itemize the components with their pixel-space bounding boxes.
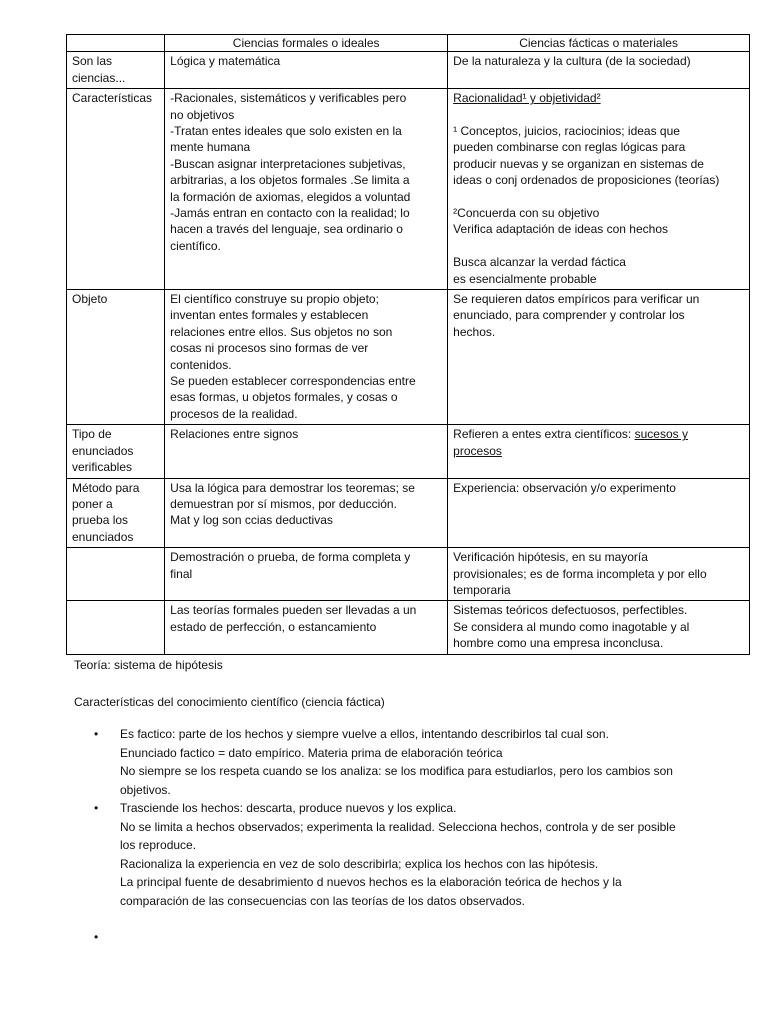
row-label-line: prueba los — [72, 513, 129, 528]
table-row — [67, 425, 750, 478]
bullet-line: No se limita a hechos observados; experimenta la realidad. Selecciona hechos, controla y de ser posible — [120, 819, 676, 834]
factual-cell-line: enunciado, para comprender y controlar los — [453, 308, 685, 323]
formal-cell-line: Lógica y matemática — [170, 54, 281, 69]
formal-cell-line: esas formas, u objetos formales, y cosas o — [170, 390, 398, 405]
factual-cell-line: es esencialmente probable — [453, 271, 597, 286]
factual-cell-line: ideas o conj ordenados de proposiciones (teorías) — [453, 173, 720, 188]
row-label-cell — [67, 548, 165, 601]
bullet-line: Trasciende los hechos: descarta, produce nuevos y los explica. — [120, 801, 457, 815]
factual-cell-line: De la naturaleza y la cultura (de la sociedad) — [453, 54, 691, 69]
factual-cell-line: Verifica adaptación de ideas con hechos — [453, 222, 668, 237]
formal-cell — [165, 290, 448, 425]
formal-cell — [165, 601, 448, 654]
factual-cell-line: ²Concuerda con su objetivo — [453, 206, 600, 221]
formal-cell-line: Las teorías formales pueden ser llevadas a un — [170, 603, 417, 618]
header-empty — [67, 35, 165, 52]
factual-cell — [448, 89, 750, 290]
bullet-line: Racionaliza la experiencia en vez de solo describirla; explica los hechos con las hipótesis. — [120, 856, 599, 871]
formal-cell-line: Usa la lógica para demostrar los teoremas; se — [170, 480, 415, 495]
row-label-line: Son las — [72, 54, 113, 69]
table-row — [67, 478, 750, 548]
formal-cell-line: -Buscan asignar interpretaciones subjetivas, — [170, 156, 406, 171]
row-label-line: enunciados — [72, 443, 134, 458]
bullet-line: Enunciado factico = dato empírico. Materia prima de elaboración teórica — [120, 745, 503, 760]
factual-cell-line: Sistemas teóricos defectuosos, perfectibles. — [453, 603, 688, 618]
formal-cell-line: demuestran por sí mismos, por deducción. — [170, 496, 397, 511]
row-label-cell — [67, 425, 165, 478]
formal-cell-line: cosas ni procesos sino formas de ver — [170, 341, 369, 356]
factual-cell-line — [453, 426, 744, 442]
factual-cell-line: Busca alcanzar la verdad fáctica — [453, 255, 626, 270]
factual-cell-line: Experiencia: observación y/o experimento — [453, 480, 676, 495]
factual-cell — [448, 52, 750, 89]
formal-cell-line: Demostración o prueba, de forma completa y — [170, 550, 411, 565]
factual-cell-line: Racionalidad¹ y objetividad² — [453, 91, 601, 106]
bullet-line: Es factico: parte de los hechos y siempre vuelve a ellos, intentando describirlos tal cual son. — [120, 727, 609, 741]
formal-cell-line: relaciones entre ellos. Sus objetos no son — [170, 324, 393, 339]
bullet-line: No siempre se los respeta cuando se los analiza: se los modifica para estudiarlos, pero los cambios son — [120, 764, 673, 778]
formal-cell-line: no objetivos — [170, 107, 235, 122]
formal-cell-line: -Racionales, sistemáticos y verificables pero — [170, 91, 407, 106]
formal-cell — [165, 548, 448, 601]
factual-cell-line — [453, 238, 744, 254]
row-label-line: Método para — [72, 480, 140, 495]
bullet-line: La principal fuente de desabrimiento d nuevos hechos es la elaboración teórica de hechos y la — [120, 875, 622, 889]
factual-cell-line: hechos. — [453, 324, 496, 339]
row-label-line: poner a — [72, 496, 113, 511]
row-label-line: Objeto — [72, 292, 108, 307]
formal-cell-line: El científico construye su propio objeto; — [170, 292, 379, 307]
row-label-line: Características — [72, 91, 153, 106]
formal-cell-line: -Jamás entran en contacto con la realidad; lo — [170, 206, 410, 221]
row-label-cell — [67, 601, 165, 654]
factual-cell — [448, 601, 750, 654]
notes-section — [74, 656, 734, 947]
row-label-cell — [67, 478, 165, 548]
factual-underlined-text: sucesos y — [634, 427, 688, 442]
formal-cell-line: procesos de la realidad. — [170, 406, 298, 421]
header-factual: Ciencias fácticas o materiales — [448, 35, 750, 52]
factual-text: Refieren a entes extra científicos: — [453, 427, 635, 442]
row-label-cell — [67, 89, 165, 290]
bullet-line: comparación de las consecuencias con las teorías de los datos observados. — [120, 893, 525, 908]
theory-line: Teoría: sistema de hipótesis — [74, 658, 223, 672]
formal-cell-line: mente humana — [170, 140, 251, 155]
bullet-line: los reproduce. — [120, 838, 197, 852]
table-row — [67, 290, 750, 425]
bullet-item — [74, 725, 734, 799]
header-formal: Ciencias formales o ideales — [165, 35, 448, 52]
row-label-cell — [67, 290, 165, 425]
factual-cell-line — [453, 107, 744, 123]
factual-cell-line: producir nuevas y se organizan en sistemas de — [453, 156, 704, 171]
formal-cell-line: final — [170, 566, 193, 581]
row-label-cell — [67, 52, 165, 89]
formal-cell-line: estado de perfección, o estancamiento — [170, 619, 377, 634]
factual-cell-line: ¹ Conceptos, juicios, raciocinios; ideas que — [453, 124, 680, 139]
table-header-row — [67, 35, 750, 52]
bullet-dot: • — [94, 727, 99, 741]
comparison-table — [66, 34, 750, 655]
table-row — [67, 548, 750, 601]
bullet-dot: • — [94, 801, 99, 815]
table-row — [67, 601, 750, 654]
factual-cell-line: provisionales; es de forma incompleta y por ello — [453, 566, 707, 581]
row-label-line: enunciados — [72, 529, 134, 544]
formal-cell-line: Se pueden establecer correspondencias entre — [170, 374, 416, 389]
characteristics-title: Características del conocimiento científico (ciencia fáctica) — [74, 694, 385, 709]
row-label-line: Tipo de — [72, 427, 112, 442]
factual-cell-line: pueden combinarse con reglas lógicas para — [453, 140, 686, 155]
factual-underlined-text: procesos — [453, 443, 502, 458]
bullet-list — [74, 725, 734, 910]
formal-cell-line: contenidos. — [170, 357, 232, 372]
factual-cell — [448, 478, 750, 548]
formal-cell-line: Relaciones entre signos — [170, 427, 299, 442]
factual-cell-line: Se requieren datos empíricos para verificar un — [453, 292, 700, 307]
row-label-line: ciencias... — [72, 70, 126, 85]
factual-cell — [448, 425, 750, 478]
bullet-item — [74, 799, 734, 910]
row-label-line: verificables — [72, 460, 133, 475]
formal-cell — [165, 425, 448, 478]
formal-cell-line: -Tratan entes ideales que solo existen en la — [170, 124, 402, 139]
table-row — [67, 52, 750, 89]
formal-cell-line: Mat y log son ccias deductivas — [170, 513, 333, 528]
factual-cell-line — [453, 189, 744, 205]
formal-cell-line: la formación de axiomas, elegidos a voluntad — [170, 189, 411, 204]
formal-cell-line: arbitrarias, a los objetos formales .Se limita a — [170, 173, 410, 188]
formal-cell-line: hacen a través del lenguaje, sea ordinario o — [170, 222, 403, 237]
factual-cell-line: Verificación hipótesis, en su mayoría — [453, 550, 648, 565]
empty-bullet-item — [74, 928, 734, 947]
table-row — [67, 89, 750, 290]
factual-cell — [448, 290, 750, 425]
formal-cell — [165, 478, 448, 548]
bullet-dot: • — [94, 930, 99, 944]
factual-cell-line: temporaria — [453, 582, 511, 597]
bullet-line: objetivos. — [120, 782, 171, 797]
factual-cell-line: Se considera al mundo como inagotable y al — [453, 619, 690, 634]
formal-cell — [165, 52, 448, 89]
formal-cell — [165, 89, 448, 290]
factual-cell-line: hombre como una empresa inconclusa. — [453, 636, 664, 651]
formal-cell-line: inventan entes formales y establecen — [170, 308, 369, 323]
formal-cell-line: científico. — [170, 238, 221, 253]
factual-cell — [448, 548, 750, 601]
